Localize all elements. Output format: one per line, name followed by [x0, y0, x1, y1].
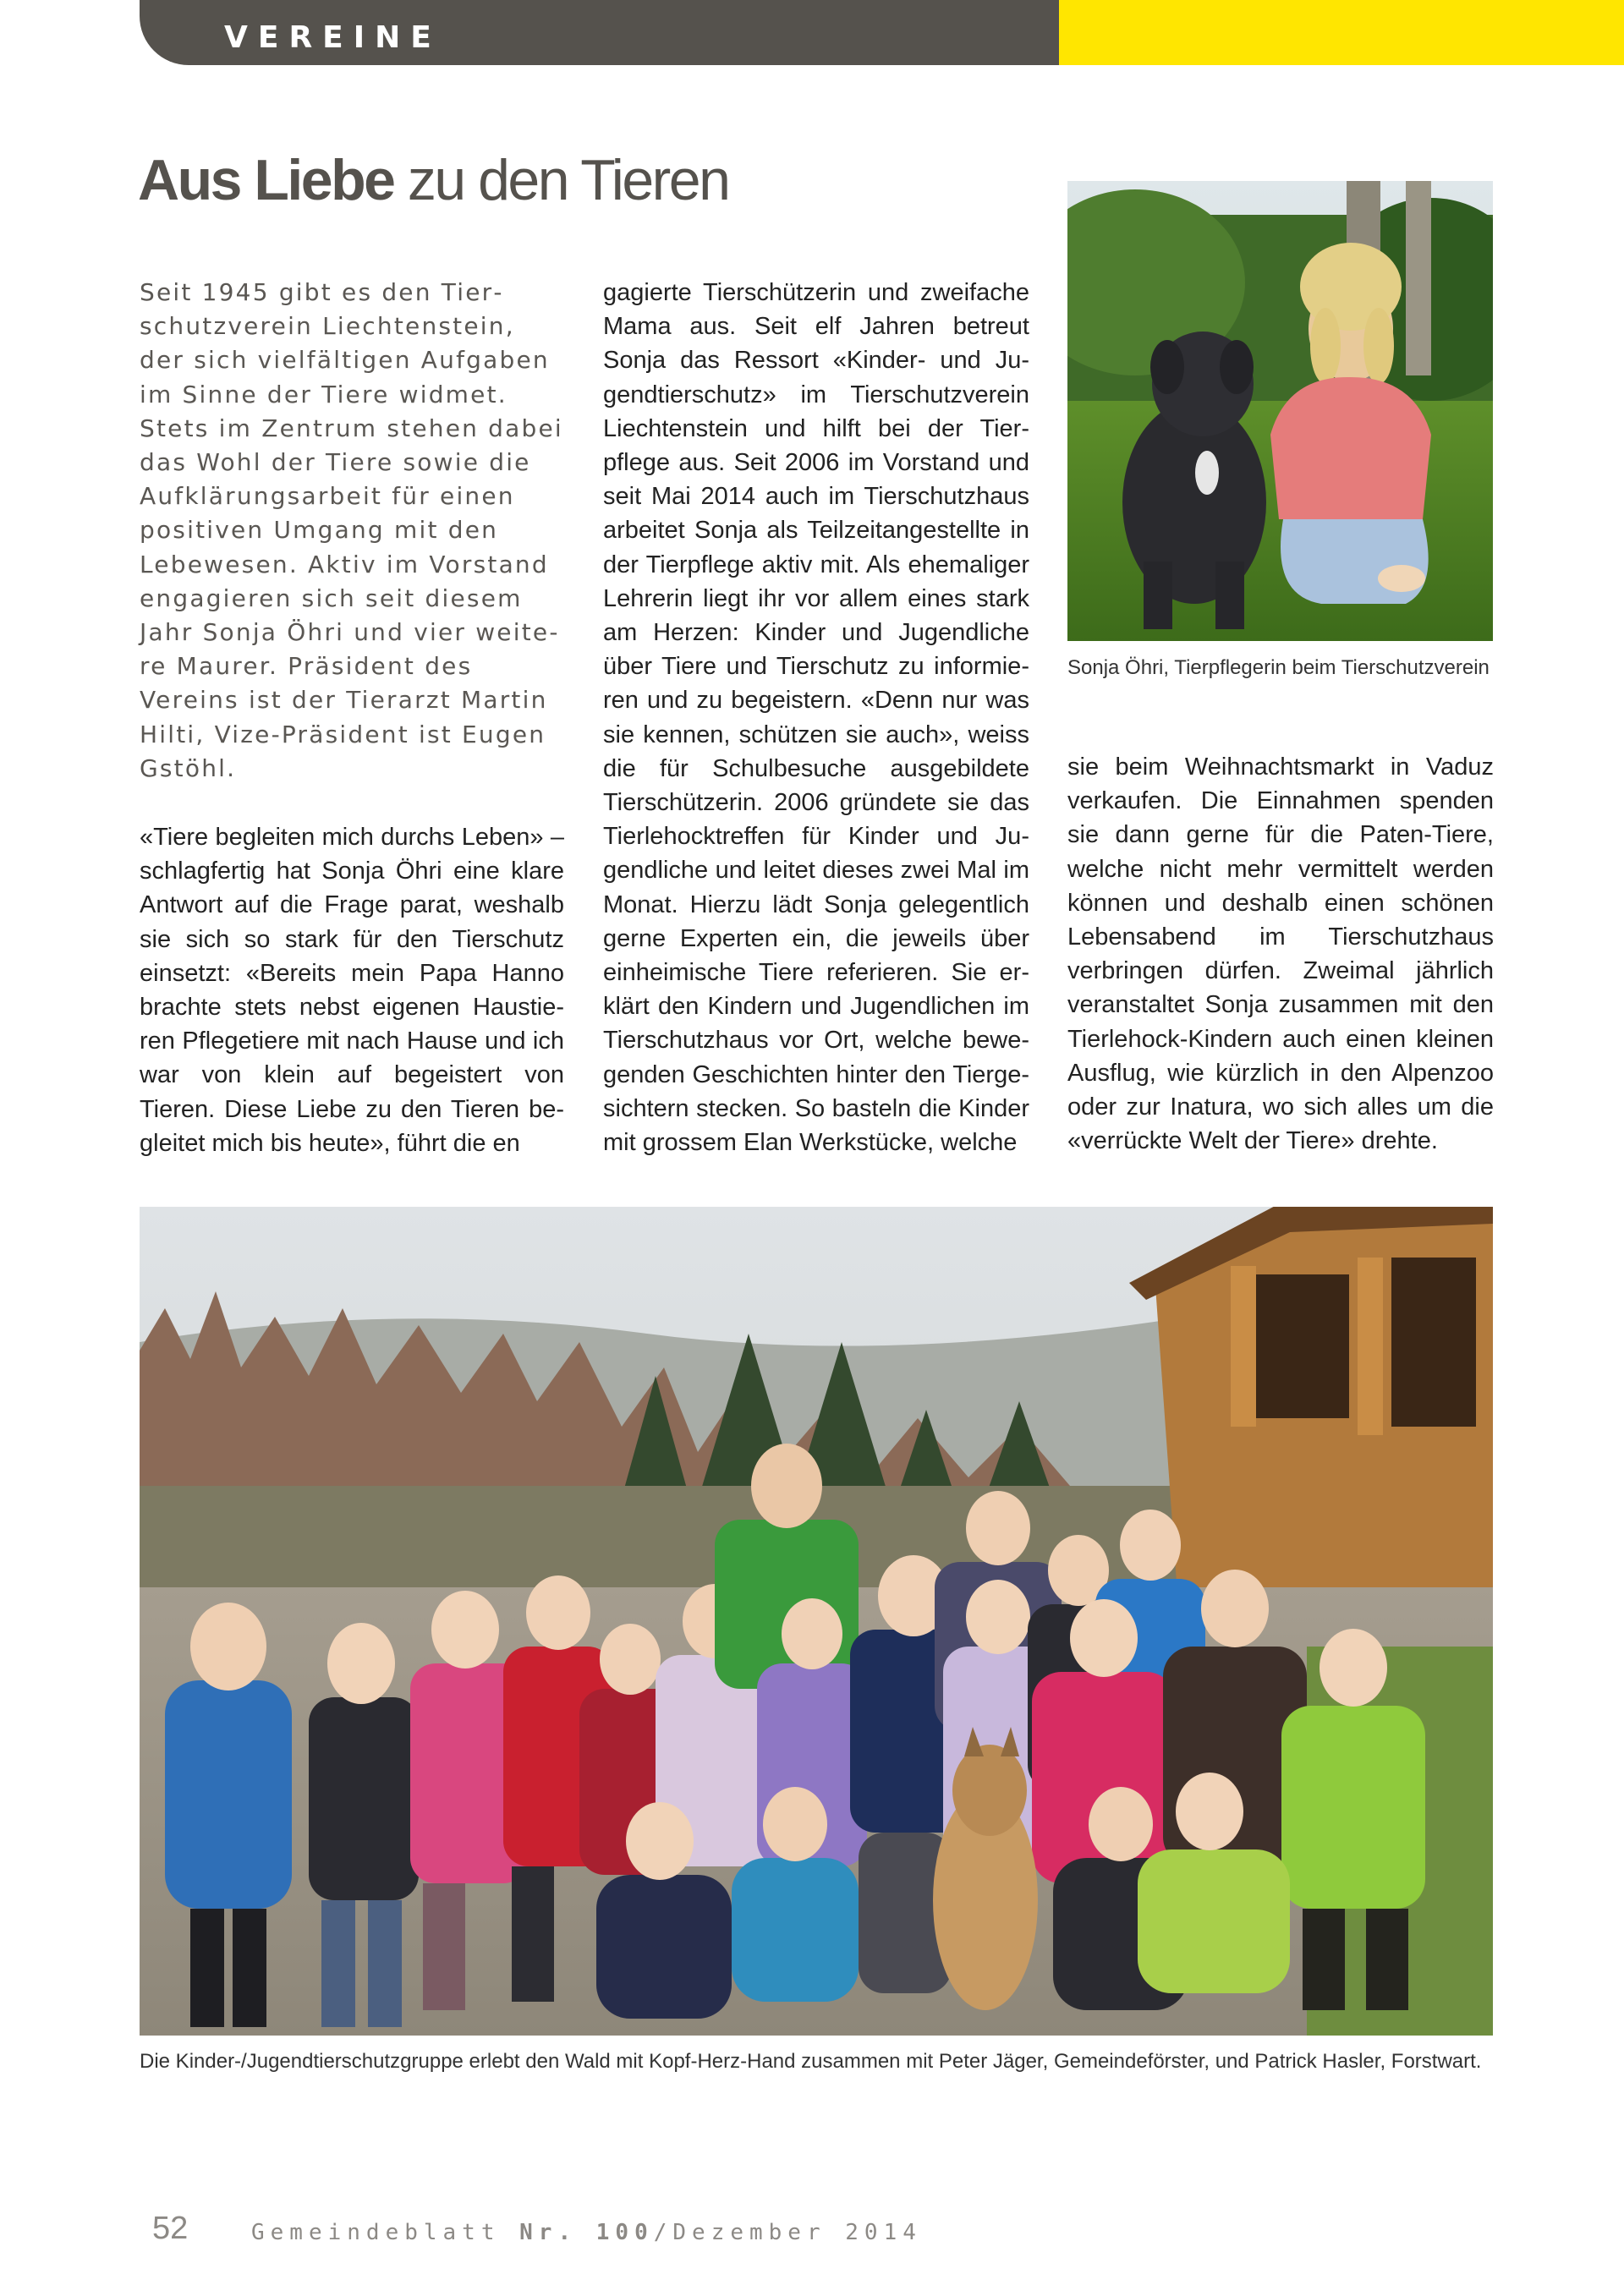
article-column-2	[603, 276, 1029, 1159]
header-accent-bar	[1059, 0, 1624, 65]
group-photo	[140, 1207, 1493, 2036]
article-title-rest: zu den Tieren	[393, 148, 729, 212]
article-column-3	[1067, 750, 1494, 1158]
group-caption: Die Kinder-/Jugendtierschutzgruppe erlebt den Wald mit Kopf-Herz-Hand zusammen mit Peter Jäger, Gemeindeförster, und Patrick Hasler, Forstwart.	[140, 2050, 1482, 2073]
section-label: VEREINE	[224, 20, 442, 55]
article-column-1	[140, 820, 564, 1160]
article-title	[138, 144, 728, 216]
body-paragraph: gagierte Tierschützerin und zweifache Mama aus. Seit elf Jahren betreut Sonja das Ressort «Kinder- und Jugendtierschutz» im Tierschutzverein Liechtenstein und hilft bei der Tierpflege aus. Seit 2006 im Vorstand und seit Mai 2014 auch im Tierschutzhaus arbeitet Sonja als Teilzeitangestellte in der Tierpflege aktiv mit. Als ehemaliger Lehrerin liegt ihr vor allem eines stark am Herzen: Kinder und Jugendliche über Tiere und Tierschutz zu informieren und zu begeistern. «Denn nur was sie kennen, schützen sie auch», weiss die für Schulbesuche ausgebildete Tierschützerin. 2006 gründete sie das Tierlehocktreffen für Kinder und Jugendliche und leitet dieses zwei Mal im Monat. Hierzu lädt Sonja gelegentlich gerne Experten ein, die jeweils über einheimische Tiere referieren. Sie erklärt den Kindern und Jugendlichen im Tierschutzhaus vor Ort, welche bewegenden Geschichten hinter den Tiergesichtern stecken. So basteln die Kinder mit grossem Elan Werkstücke, welche	[603, 279, 1029, 1157]
portrait-photo	[1067, 181, 1493, 641]
page-number: 52	[152, 2211, 189, 2246]
issue-number: Nr. 100	[519, 2220, 654, 2245]
portrait-caption: Sonja Öhri, Tierpflegerin beim Tierschutzverein	[1067, 656, 1490, 679]
issue-date: /Dezember 2014	[653, 2220, 922, 2245]
article-lead	[140, 276, 564, 786]
publication-name: Gemeindeblatt	[251, 2220, 501, 2245]
footer-publication	[251, 2216, 922, 2249]
article-title-bold: Aus Liebe	[138, 148, 394, 212]
body-paragraph: «Tiere begleiten mich durchs Leben» – schlagfertig hat Sonja Öhri eine klare Antwort auf die Frage parat, weshalb sie sich so stark für den Tierschutz einsetzt: «Bereits mein Papa Hanno brachte stets nebst eigenen Haustieren Pflegetiere mit nach Hause und ich war von klein auf begeistert von Tieren. Diese Liebe zu den Tieren begleitet mich bis heute», führt die en	[140, 824, 564, 1157]
body-paragraph: sie beim Weihnachtsmarkt in Vaduz verkaufen. Die Einnahmen spenden sie dann gerne für die Paten-Tiere, welche nicht mehr vermittelt werden können und deshalb einen schönen Lebensabend im Tierschutzhaus verbringen dürfen. Zweimal jährlich veranstaltet Sonja zusammen mit den Tierlehock-Kindern auch einen kleinen Ausflug, wie kürzlich in den Alpenzoo oder zur Inatura, wo sich alles um die «verrückte Welt der Tiere» drehte.	[1067, 753, 1494, 1155]
lead-paragraph: Seit 1945 gibt es den Tierschutzverein Liechtenstein, der sich vielfältigen Aufgaben im Sinne der Tiere widmet. Stets im Zentrum stehen dabei das Wohl der Tiere sowie die Aufklärungsarbeit für einen positiven Umgang mit den Lebewesen. Aktiv im Vorstand engagieren sich seit diesem Jahr Sonja Öhri und vier weitere Maurer. Präsident des Vereins ist der Tierarzt Martin Hilti, Vize-Präsident ist Eugen Gstöhl.	[140, 278, 563, 782]
